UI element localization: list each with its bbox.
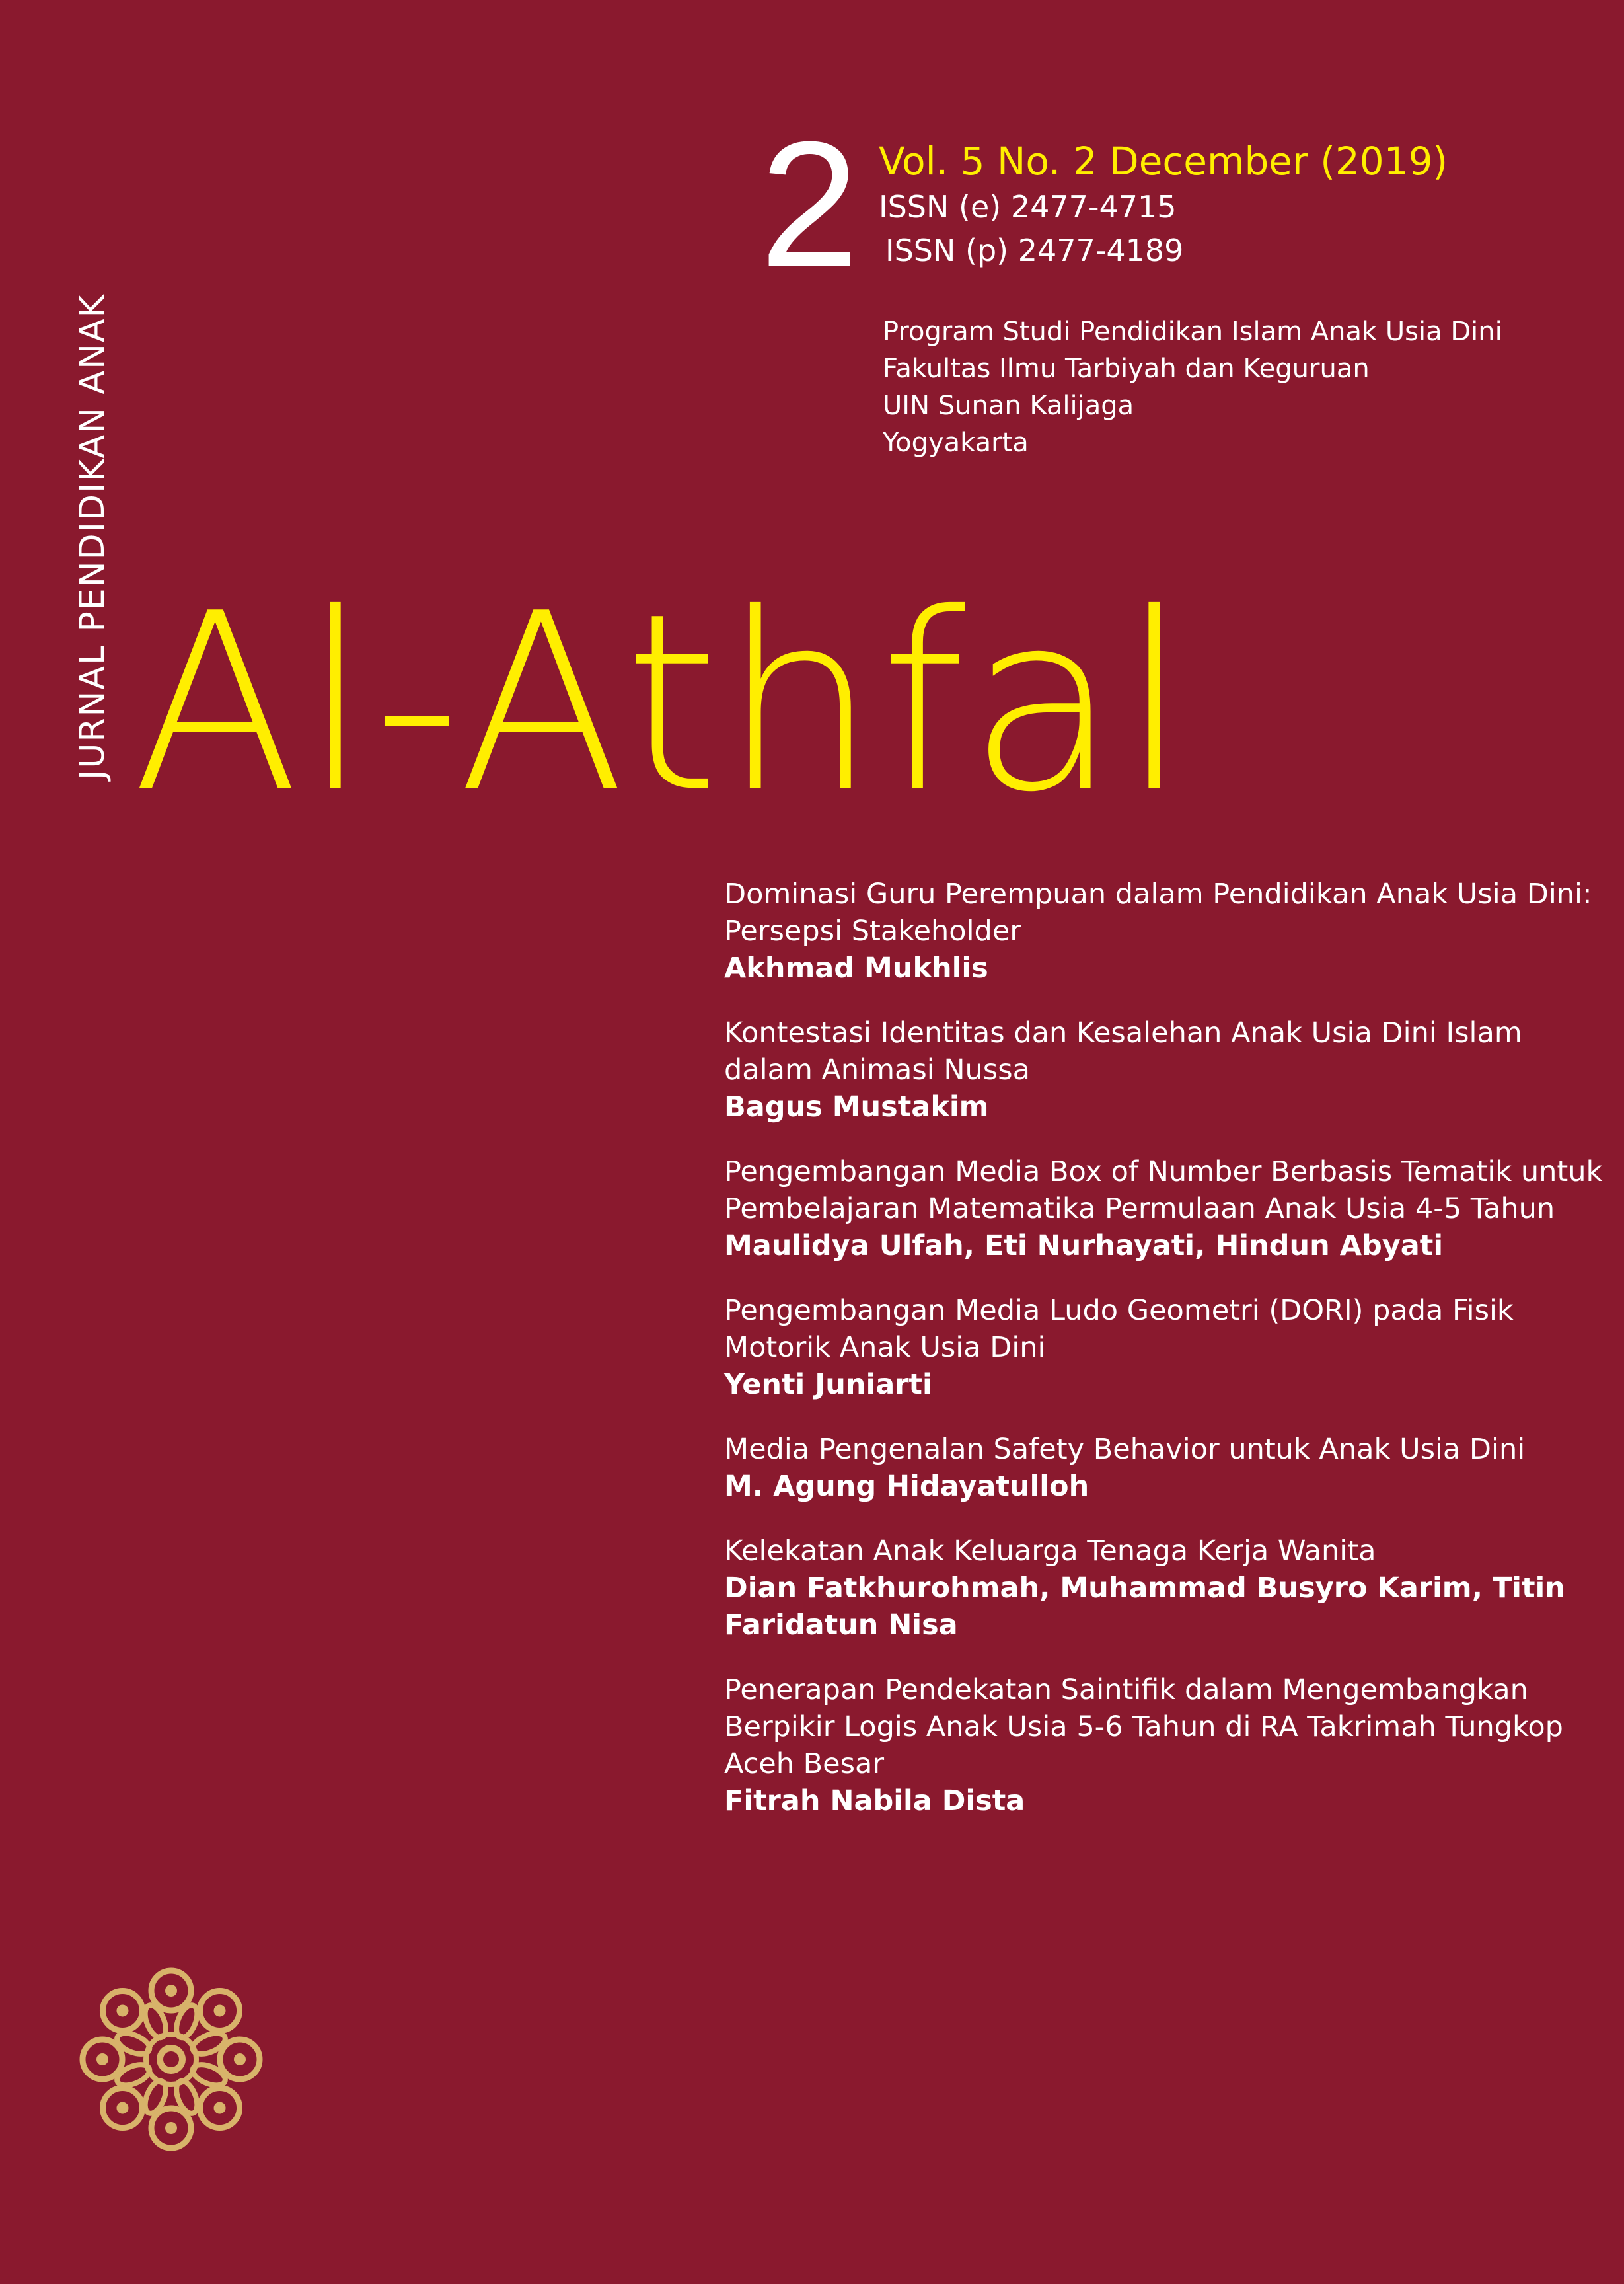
- article-author: Yenti Juniarti: [724, 1368, 932, 1401]
- affiliation-line: Fakultas Ilmu Tarbiyah dan Keguruan: [883, 354, 1370, 384]
- article-title: Pengembangan Media Ludo Geometri (DORI) pada Fisik Motorik Anak Usia Dini: [724, 1294, 1514, 1364]
- ornament-icon: [78, 1966, 264, 2152]
- article-author: Maulidya Ulfah, Eti Nurhayati, Hindun Abyati: [724, 1229, 1444, 1262]
- article-author: M. Agung Hidayatulloh: [724, 1470, 1089, 1503]
- issn-electronic: ISSN (e) 2477-4715: [879, 188, 1177, 225]
- article-item: [724, 1431, 1603, 1505]
- article-title: Penerapan Pendekatan Saintifik dalam Mengembangkan Berpikir Logis Anak Usia 5-6 Tahun di RA Takrimah Tungkop Aceh Besar: [724, 1673, 1563, 1780]
- article-title: Kelekatan Anak Keluarga Tenaga Kerja Wanita: [724, 1535, 1376, 1568]
- article-author: Akhmad Mukhlis: [724, 952, 988, 985]
- article-author: Dian Fatkhurohmah, Muhammad Busyro Karim, Titin Faridatun Nisa: [724, 1572, 1565, 1642]
- article-item: [724, 1671, 1603, 1819]
- article-item: [724, 1153, 1603, 1264]
- article-title: Kontestasi Identitas dan Kesalehan Anak Usia Dini Islam dalam Animasi Nussa: [724, 1016, 1522, 1086]
- article-item: [724, 876, 1603, 987]
- affiliation-line: Program Studi Pendidikan Islam Anak Usia Dini: [883, 317, 1502, 347]
- issue-number: 2: [760, 105, 860, 304]
- article-title: Dominasi Guru Perempuan dalam Pendidikan Anak Usia Dini: Persepsi Stakeholder: [724, 878, 1592, 948]
- affiliation-line: Yogyakarta: [883, 428, 1029, 458]
- issn-print: ISSN (p) 2477-4189: [885, 233, 1184, 269]
- article-title: Media Pengenalan Safety Behavior untuk Anak Usia Dini: [724, 1433, 1526, 1466]
- article-item: [724, 1014, 1603, 1125]
- table-of-contents: [724, 876, 1603, 1847]
- article-title: Pengembangan Media Box of Number Berbasis Tematik untuk Pembelajaran Matematika Permulaan Anak Usia 4-5 Tahun: [724, 1155, 1603, 1225]
- article-author: Fitrah Nabila Dista: [724, 1784, 1025, 1817]
- article-item: [724, 1292, 1603, 1403]
- journal-label: JURNAL PENDIDIKAN ANAK: [73, 293, 112, 780]
- issue-info: [879, 139, 1448, 273]
- affiliation-block: [883, 313, 1502, 461]
- article-item: [724, 1533, 1603, 1644]
- article-author: Bagus Mustakim: [724, 1090, 989, 1123]
- volume-line: Vol. 5 No. 2 December (2019): [879, 139, 1448, 184]
- journal-title: Al-Athfal: [132, 562, 1192, 846]
- affiliation-line: UIN Sunan Kalijaga: [883, 391, 1134, 421]
